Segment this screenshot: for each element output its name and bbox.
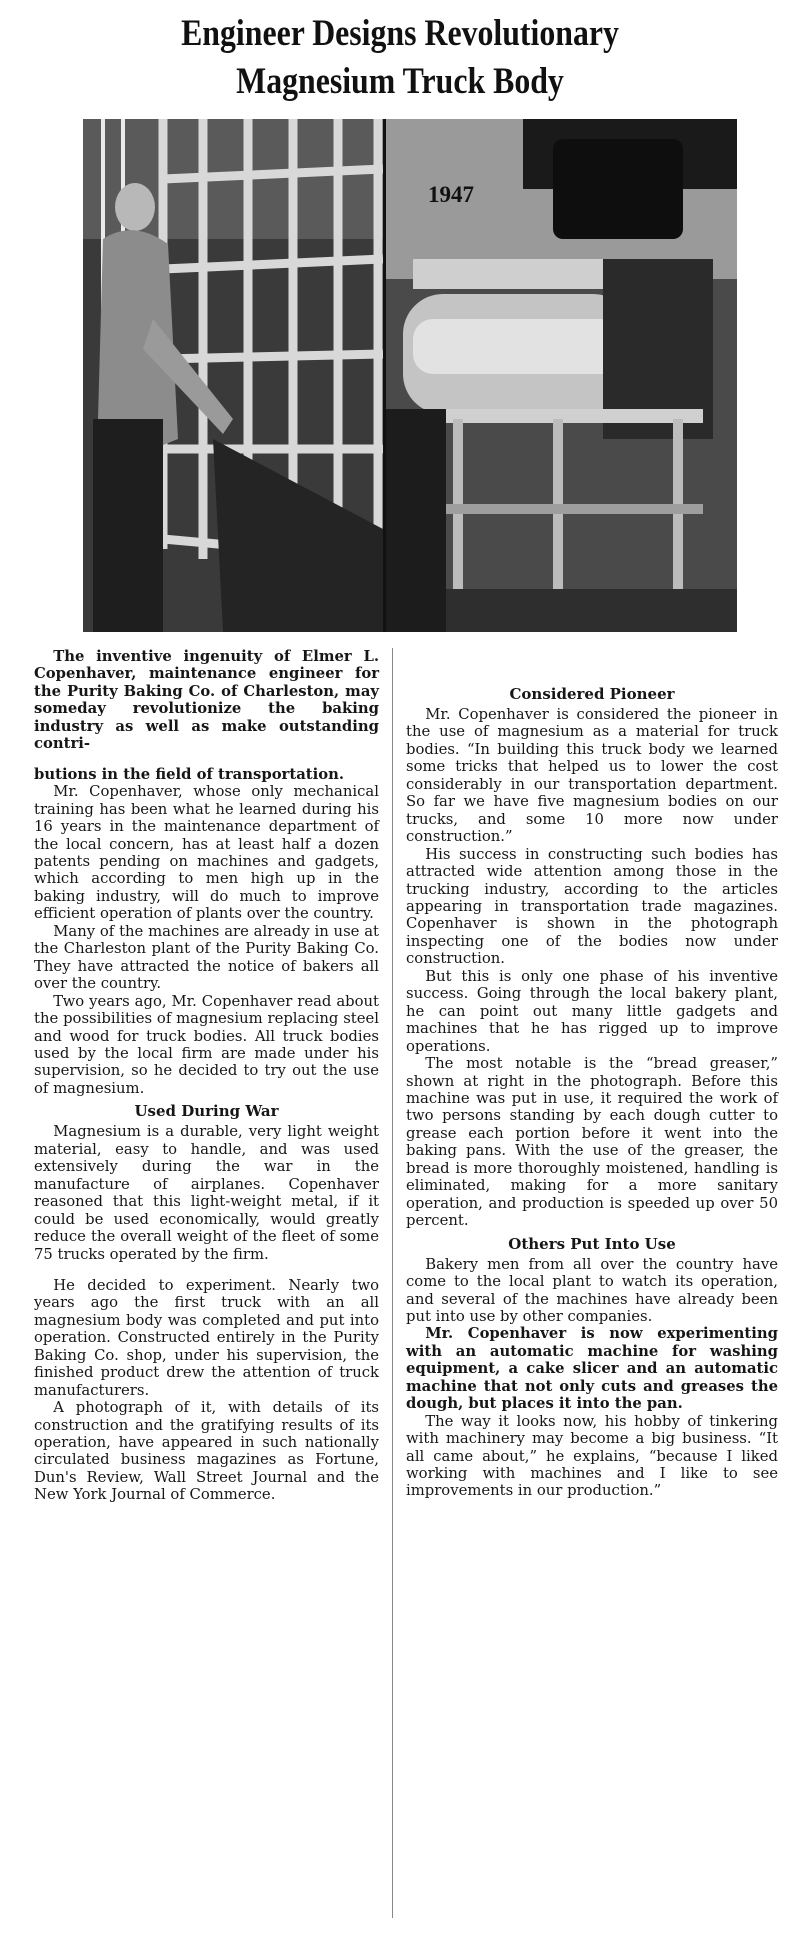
paragraph: A photograph of it, with details of its construction and the gratifying results of its operation, have appeared in such nationally circulated business magazines as Fortune, Dun's Review, Wall Street Journal and the New York Journal of Commerce. (34, 1399, 379, 1504)
article-column-left (34, 648, 379, 1504)
article-photo (83, 119, 737, 632)
column-divider (392, 648, 393, 1918)
subheading-considered-pioneer: Considered Pioneer (509, 685, 675, 703)
paragraph: But this is only one phase of his inventive success. Going through the local bakery plant, he can point out many little gadgets and machines that he has rigged up to improve operations. (406, 967, 778, 1055)
paragraph: The way it looks now, his hobby of tinkering with machinery may become a big business. “It all came about,” he explains, “because I liked working with machines and I like to see improvements in our production.” (406, 1412, 778, 1500)
paragraph: butions in the field of transportation. (34, 765, 345, 783)
paragraph: Bakery men from all over the country have come to the local plant to watch its operation, and several of the machines have already been put into use by other companies. (406, 1255, 778, 1325)
photo-illustration-icon (83, 119, 737, 632)
subheading-others-put-into-use: Others Put Into Use (508, 1234, 676, 1253)
subheading-used-during-war: Used During War (134, 1102, 279, 1121)
photo-year-label: 1947 (428, 182, 474, 207)
paragraph: His success in constructing such bodies has attracted wide attention among those in the trucking industry, according to the articles appearing in transportation trade magazines. Copenhaver is shown in the photograph inspecting one of the bodies now under construction. (406, 845, 778, 968)
paragraph: Mr. Copenhaver, whose only mechanical training has been what he learned during his 16 years in the maintenance department of the local concern, has at least half a dozen patents pending on machines and gadgets, which according to men high up in the baking industry, will do much to improve efficient operation of plants over the country. (34, 783, 379, 923)
headline-line-1: Engineer Designs Revolutionary (181, 13, 619, 54)
headline (56, 10, 744, 106)
article-column-right (406, 648, 778, 1500)
paragraph: Mr. Copenhaver is now experimenting with an automatic machine for washing equipment, a cake slicer and an automatic machine that not only cuts and greases the dough, but places it into the pan. (406, 1325, 778, 1413)
paragraph: Mr. Copenhaver is considered the pioneer in the use of magnesium as a material for truck bodies. “In building this truck body we learned some tricks that helped us to lower the cost considerably in our transportation department. So far we have five magnesium bodies on our trucks, and some 10 more now under construction.” (406, 706, 778, 846)
paragraph: Many of the machines are already in use at the Charleston plant of the Purity Baking Co. They have attracted the notice of bakers all over the country. (34, 922, 379, 993)
paragraph: The most notable is the “bread greaser,” shown at right in the photograph. Before this machine was put in use, it required the work of two persons standing by each dough cutter to grease each portion before it went into the baking pans. With the use of the greaser, the bread is more thoroughly moistened, handling is eliminated, making for a more sanitary operation, and production is speeded up over 50 percent. (406, 1055, 778, 1230)
paragraph: Magnesium is a durable, very light weight material, easy to handle, and was used extensively during the war in the manufacture of airplanes. Copenhaver reasoned that this light-weight metal, if it could be used economically, would greatly reduce the overall weight of the fleet of some 75 trucks operated by the firm. (34, 1123, 379, 1263)
paragraph: He decided to experiment. Nearly two years ago the first truck with an all magnesium body was completed and put into operation. Constructed entirely in the Purity Baking Co. shop, under his supervision, the finished product drew the attention of truck manufacturers. (34, 1276, 379, 1399)
paragraph: Two years ago, Mr. Copenhaver read about the possibilities of magnesium replacing steel and wood for truck bodies. All truck bodies used by the local firm are made under his supervision, so he decided to try out the use of magnesium. (34, 992, 379, 1097)
headline-line-2: Magnesium Truck Body (236, 61, 564, 102)
lead-paragraph: The inventive ingenuity of Elmer L. Copenhaver, maintenance engineer for the Purity Baking Co. of Charleston, may someday revolutionize the baking industry as well as make outstanding contri- (34, 648, 379, 753)
